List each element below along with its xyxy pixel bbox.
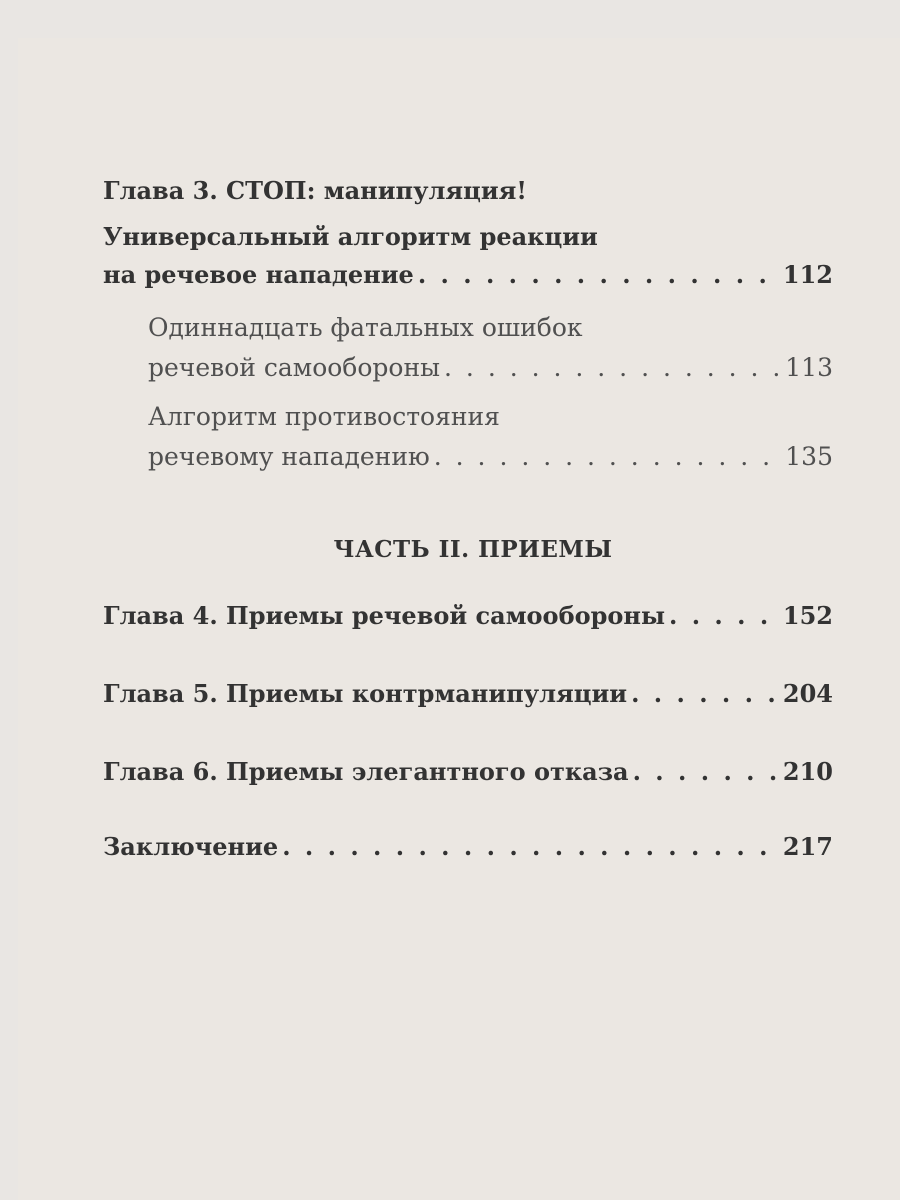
page-number: 112 bbox=[782, 260, 833, 289]
chapter6-title: Глава 6. Приемы элегантного отказа bbox=[103, 757, 629, 786]
toc-entry-conclusion[interactable] bbox=[103, 832, 833, 872]
page-number: 135 bbox=[785, 442, 833, 471]
toc-entry-sub1[interactable] bbox=[148, 353, 833, 393]
leader-dots bbox=[282, 832, 777, 861]
toc-entry-chapter4[interactable] bbox=[103, 601, 833, 641]
sub2-title-line1: Алгоритм противостояния bbox=[148, 402, 500, 431]
leader-dots bbox=[669, 601, 777, 630]
leader-dots bbox=[631, 679, 777, 708]
leader-dots bbox=[633, 757, 777, 786]
leader-dots bbox=[444, 353, 779, 382]
page-number: 113 bbox=[785, 353, 833, 382]
toc-entry-chapter3[interactable] bbox=[103, 260, 833, 300]
page-number: 152 bbox=[782, 601, 833, 630]
page-number: 210 bbox=[782, 757, 833, 786]
page-number: 217 bbox=[782, 832, 833, 861]
page-number: 204 bbox=[782, 679, 833, 708]
chapter3-title-line2: Универсальный алгоритм реакции bbox=[103, 222, 598, 251]
sub1-title-line1: Одиннадцать фатальных ошибок bbox=[148, 313, 583, 342]
toc-entry-chapter6[interactable] bbox=[103, 757, 833, 797]
chapter5-title: Глава 5. Приемы контрманипуляции bbox=[103, 679, 628, 708]
sub2-title-line2: речевому нападению bbox=[148, 442, 430, 471]
chapter3-title-line3: на речевое нападение bbox=[103, 260, 414, 289]
conclusion-title: Заключение bbox=[103, 832, 279, 861]
chapter3-title-line1: Глава 3. СТОП: манипуляция! bbox=[103, 176, 527, 205]
sub1-title-line2: речевой самообороны bbox=[148, 353, 441, 382]
part-heading: ЧАСТЬ II. ПРИЕМЫ bbox=[333, 536, 613, 563]
leader-dots bbox=[418, 260, 777, 289]
chapter4-title: Глава 4. Приемы речевой самообороны bbox=[103, 601, 665, 630]
toc-entry-chapter5[interactable] bbox=[103, 679, 833, 719]
toc-entry-sub2[interactable] bbox=[148, 442, 833, 482]
leader-dots bbox=[434, 442, 780, 471]
